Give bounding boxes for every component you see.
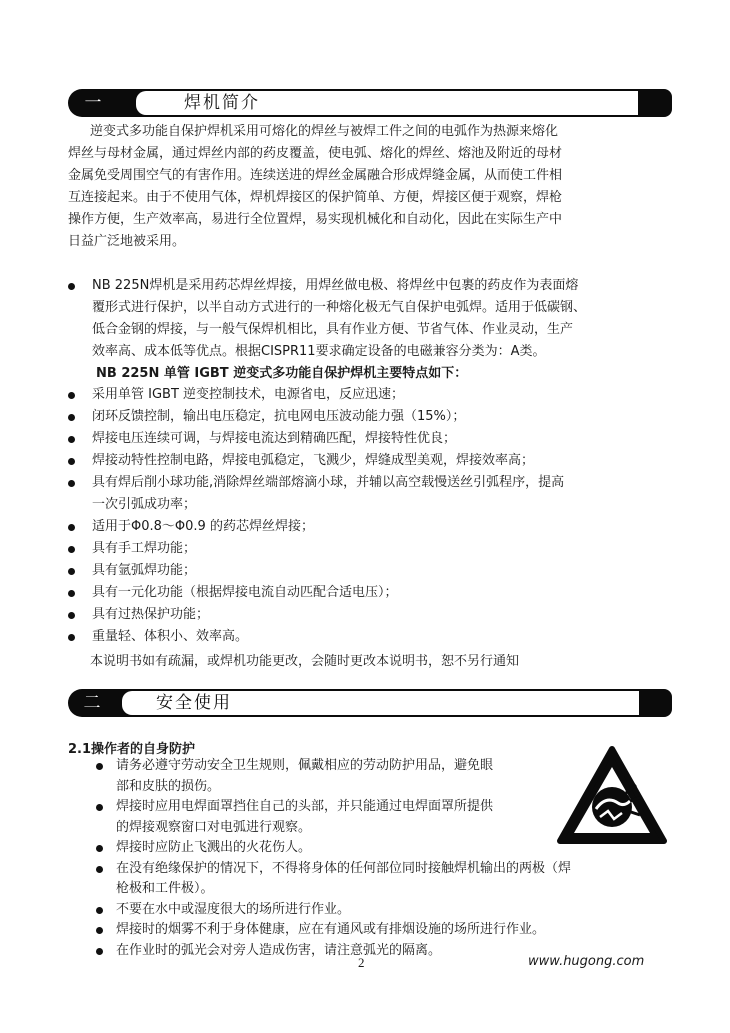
nb-line: 低合金钢的焊接，与一般气保焊机相比，具有作业方便、节省气体、作业灵动，生产 (92, 322, 574, 337)
safety-item-text: 焊接时应防止飞溅出的火花伤人。 (116, 840, 312, 855)
feature-item-text: 焊接电压连续可调，与焊接电流达到精确匹配，焊接特性优良； (92, 431, 457, 446)
page-number: 2 (358, 955, 365, 970)
safety-item-text: 的焊接观察窗口对电弧进行观察。 (116, 819, 312, 835)
bullet-dot (96, 948, 103, 955)
feature-item-text: 闭环反馈控制，输出电压稳定，抗电网电压波动能力强（15%）； (92, 409, 466, 424)
feature-item (68, 450, 564, 472)
bullet-dot (68, 458, 75, 465)
safety-item-text: 不要在水中或湿度很大的场所进行作业。 (116, 901, 351, 917)
safety-list (96, 756, 571, 961)
website-url: www.hugong.com (528, 954, 645, 969)
feature-item (68, 516, 564, 538)
feature-item-text: 具有过热保护功能； (92, 607, 210, 622)
safety-item (96, 797, 571, 838)
feature-item (68, 428, 564, 450)
bullet-dot (68, 480, 75, 487)
safety-item-text: 枪极和工件极）。 (116, 881, 214, 896)
bullet-dot (68, 612, 75, 619)
intro-line: 操作方便，生产效率高，易进行全位置焊，易实现机械化和自动化，因此在实际生产中 (68, 212, 563, 227)
feature-item (68, 604, 564, 626)
feature-item (68, 560, 564, 582)
feature-item (68, 384, 564, 406)
intro-paragraph (68, 121, 648, 253)
bullet-dot (68, 568, 75, 575)
bullet-dot (96, 845, 103, 852)
bullet-dot (96, 927, 103, 934)
section-2-title: 安全使用 (122, 691, 639, 715)
notice-text: 本说明书如有疏漏，或焊机功能更改，会随时更改本说明书，恕不另行通知 (90, 654, 520, 669)
bullet-dot (68, 634, 75, 641)
feature-item-text: 一次引弧成功率； (92, 497, 197, 512)
safety-item-text: 在作业时的弧光会对旁人造成伤害，请注意弧光的隔离。 (116, 942, 442, 958)
bullet-dot (96, 804, 103, 811)
feature-item-text: 焊接动特性控制电路，焊接电弧稳定，飞溅少，焊缝成型美观，焊接效率高； (92, 453, 535, 468)
safety-subheading: 2.1操作者的自身防护 (68, 742, 196, 757)
nb-line: NB 225N焊机是采用药芯焊丝焊接，用焊丝做电极、将焊丝中包裹的药皮作为表面熔 (92, 278, 579, 293)
safety-item (96, 756, 571, 797)
section-2-number: 二 (83, 693, 101, 713)
bullet-dot (96, 763, 103, 770)
feature-item-text: 采用单管 IGBT 逆变控制技术，电源省电，反应迅速； (92, 387, 405, 402)
bullet-dot (68, 524, 75, 531)
safety-item (96, 838, 571, 859)
safety-item (96, 920, 571, 941)
feature-item-text: 具有氩弧焊功能； (92, 563, 197, 578)
safety-item-text: 焊接时的烟雾不利于身体健康，应在有通风或有排烟设施的场所进行作业。 (116, 922, 546, 937)
safety-item-text: 部和皮肤的损伤。 (116, 778, 221, 794)
section-2-header (68, 689, 672, 717)
feature-item (68, 582, 564, 604)
safety-item (96, 900, 571, 921)
bullet-dot (68, 546, 75, 553)
feature-item (68, 472, 564, 516)
section-1-number: 一 (84, 93, 102, 113)
bullet-dot (96, 866, 103, 873)
safety-item-text: 请务必遵守劳动安全卫生规则，佩戴相应的劳动防护用品，避免眼 (116, 758, 494, 773)
intro-line: 金属免受周围空气的有害作用。连续送进的焊丝金属融合形成焊缝金属，从而使工件相 (68, 168, 563, 183)
intro-line: 互连接起来。由于不使用气体，焊机焊接区的保护简单、方便，焊接区便于观察，焊枪 (68, 190, 563, 205)
section-1-header (68, 89, 672, 117)
safety-item-text: 焊接时应用电焊面罩挡住自己的头部，并只能通过电焊面罩所提供 (116, 799, 494, 814)
bullet-dot (68, 414, 75, 421)
safety-item (96, 859, 571, 900)
feature-item (68, 626, 564, 648)
bullet-dot (96, 907, 103, 914)
bullet-dot (68, 436, 75, 443)
features-list (68, 384, 564, 648)
feature-item-text: 具有手工焊功能； (92, 541, 197, 556)
feature-item-text: 适用于Φ0.8～Φ0.9 的药芯焊丝焊接； (92, 519, 314, 534)
feature-item-text: 具有焊后削小球功能,消除焊丝端部熔滴小球，并辅以高空载慢送丝引弧程序，提高 (92, 475, 565, 490)
intro-line: 日益广泛地被采用。 (68, 234, 186, 249)
features-heading: NB 225N 单管 IGBT 逆变式多功能自保护焊机主要特点如下： (96, 366, 468, 381)
safety-item-text: 在没有绝缘保护的情况下，不得将身体的任何部位同时接触焊机输出的两极（焊 (116, 860, 572, 876)
intro-line: 逆变式多功能自保护焊机采用可熔化的焊丝与被焊工件之间的电弧作为热源来熔化 (90, 124, 559, 139)
feature-item (68, 538, 564, 560)
bullet-dot (68, 590, 75, 597)
arc-burn-warning-icon (556, 745, 668, 845)
nb-line: 效率高、成本低等优点。根据CISPR11要求确定设备的电磁兼容分类为：A类。 (92, 344, 546, 359)
safety-item (96, 941, 571, 962)
feature-item-text: 重量轻、体积小、效率高。 (92, 629, 249, 644)
nb-description-paragraph (68, 275, 648, 363)
intro-line: 焊丝与母材金属，通过焊丝内部的药皮覆盖，使电弧、熔化的焊丝、熔池及附近的母材 (68, 146, 563, 161)
nb-line: 覆形式进行保护，以半自动方式进行的一种熔化极无气自保护电弧焊。适用于低碳钢、 (92, 300, 587, 315)
bullet-dot (68, 283, 75, 290)
bullet-dot (68, 392, 75, 399)
feature-item-text: 具有一元化功能（根据焊接电流自动匹配合适电压）； (92, 585, 398, 600)
section-1-title: 焊机简介 (136, 91, 638, 115)
feature-item (68, 406, 564, 428)
